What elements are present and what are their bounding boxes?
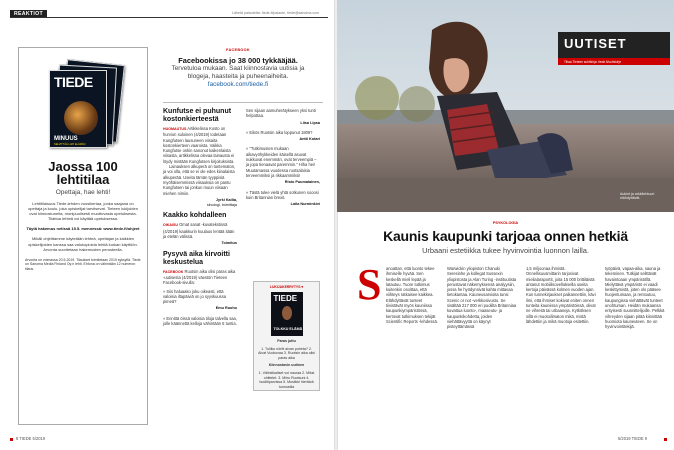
article-deck: Urbaani estetiikka tukee hyvinvointia luonnon lailla. [422, 246, 589, 255]
magazine-stack [43, 62, 123, 152]
facebook-title: Facebookissa jo 38 000 tykkääjää. [178, 56, 298, 65]
poll-news-items: 1. Välinkikaliset voi nauraa 2. Miksi ohittelet. 3. Miiru Ruotsuni 4. Isoäitiparvissa 5. Musiikki hiertävä tunnustila [258, 370, 315, 389]
letter-heading-kungfutse: Kunfutse ei puhunut kostonkierteestä [163, 108, 232, 123]
section-tag: REAKTIOT [10, 10, 47, 18]
mini-cover [271, 292, 303, 336]
cover-headline: MINUUS [54, 136, 78, 142]
facebook-link[interactable]: facebook.com/tiede.fi [207, 81, 269, 88]
divider [163, 102, 323, 103]
comment-3: Sen sijaan aamuherätykseen yksi tunti helpottaa. [246, 108, 316, 119]
comment-6: » Tästä tulee vielä yhtä sotkunen sooosi kuin Britannian brexit. [246, 189, 319, 200]
footer-mark [664, 438, 667, 441]
kicker: HUOMAUTUS [163, 127, 187, 131]
signature: Antti Kotari [299, 137, 320, 142]
cover-face [282, 306, 292, 320]
poll-news-title: Kiinnostavin uutinen [268, 363, 305, 368]
comment-4: » Eikös Ruotsin aika loppunut 1809? [246, 129, 313, 135]
cover-image [64, 101, 98, 135]
article-column-2: Warwickin yliopiston Chanuki Seresinhe ja kollegat Sussexin yliopistosta ja Alan Turing -instituutista perustavat näkemyksensä analyysiin, jossa he hyödynsivät kahta mittavaa tietokantaa. Kauneusarvioita tunsi Scenic or not -verkkosivusto. Se sisältää 217 000 eri puolilta Britanniaa kuvattua luonto-, maaseutu- ja kaupunkikohdetta, joiden viehättävyyttä on käynyt pisteyttämässä [447, 266, 517, 330]
letters-column-1 [163, 108, 237, 326]
comment-2: » Ennittä öissä valoisia tiloja talvella saa, jolle käännettä kelloja vähintään 6 tuntia. [163, 315, 237, 327]
article-column-1: anoattan, että luonto tekee ihmiselle hyvää. Sen keskellä mieli lepää ja latautuu. Tuore tutkimus kuitenkin osoittaa, että viihteys ratkaisee kaikkea. Elähdyttävät tunteet tiivistävät myös kauniissa kaupunkiympäristössä, kertovat tutkimuksen tekijät Scientific Reports -lehdessä. [386, 266, 438, 324]
facebook-line2: blogeja, haasteita ja puheenaiheita. [187, 73, 289, 80]
facebook-section: FACEBOOK [226, 48, 250, 52]
drop-cap: S [357, 260, 382, 309]
signature: Laila Nurminkivi [290, 202, 320, 207]
ad-intro: Lehtitilaisuus Tiede-lehden vuosikertaa, jonka saajana on opettaja ja koulu, joka opiskelijat tarvitsevat. Tieteen lukijoiden ovat kiinnostuneita, monipuolisesti muuttuvasta opetuksesta. Tilattua lehteä voi käyttää opetuksessa. [28, 201, 138, 222]
facebook-line1: Tervetuloa mukaan. Saat kiinnostavia uutisia ja [171, 65, 305, 72]
mini-cover-line: TOLKKU ELÄMÄ [273, 327, 303, 331]
article-kicker: PSYKOLOGIA [492, 221, 519, 225]
signature: Emu Ruoho [215, 306, 237, 311]
comment-1: » Siis haluaako joku oikeasti, että valoisia iltapäiviä on jo syyskuussa pimeä? [163, 288, 227, 305]
letter-body-4: FACEBOOK Ruotsin aika olisi paras aika -uutisesta (4/2019) väestön Tieteen Facebook-sivulla: [163, 268, 236, 286]
footer-mark [10, 438, 13, 441]
ad-title: Jaossa 100 lehtitilaa [48, 159, 118, 187]
signature: Liisa Lipsa [300, 120, 320, 125]
photo-caption: Aukiot ja arkkitehtuuri elähdyttävät. [620, 192, 655, 201]
letter-body-1: HUOMAUTUS Artikkelissa Kosto on hurvion suloinen (4/2019) todetaan Kungfutsen lausuneen viisaita kostonkierteen vaaroista. Vaikka Kungfutse onkin sanonut kaikenlaista viisasta, artikkelissa olevaa lainausta ei löydy mistään Kungfutsen kirjoituksista. [163, 126, 235, 164]
poll-title: LUKIJAKERRYTYS ▾ [269, 285, 304, 289]
section-rule [10, 17, 328, 18]
article-column-3: 1,5 miljoonaa ihmistä. Onnellisuusmittarin tarjosivat mielialaraportit, joita 15 000 brittiläistä antanut mobiilisovelluksella useita kertoja päivässä kolmen vuoden ajan. Kun tunnekirjaukset paikannettiin, kävi ilmi, että ihmiset kokivat eniten onnen tunteita kauniissa ympäristöissä, olivat ne vihreitä tai urbaaneja. Kytköksen sillä ei muotoilimaton mikä, mistä lähdettiin ja mikä muotoja esitettiin. [526, 266, 596, 324]
ad-terms: Mikäli ohjeittamme käytetään lehteä, opettajan ja kaikkien opiskelijoiden kanssa saa valokopioida lehtiä luokan käyttöön. Arvonta suoritetaan hakemusten perusteella. [28, 236, 138, 252]
cover-subline: SELVITTÄÄ LAPI ELÄMÄN [54, 143, 86, 146]
uutiset-title: UUTISET [558, 32, 670, 58]
mini-cover-title: TIEDE [273, 294, 298, 303]
ad-cta[interactable]: Täytä hakemus netissä 15.5. mennessä: www.tiede.fi/ohjeet [26, 226, 140, 232]
reader-poll-box [253, 281, 320, 391]
facebook-box [163, 48, 313, 88]
letter-heading-aika: Pysyvä aika kirvoitti keskustelua [163, 250, 230, 266]
letters-column-2 [246, 108, 320, 211]
signature: Toimitus [221, 241, 237, 246]
magazine-cover-front [49, 70, 107, 148]
letter-body-2: Lainauksen alkuperä on tuntematon, ja voi olla, että se ei ole edes kiinalaista alkuperää. Useita tämän tyyppisiä myöhäisemmissä viisauksia on pantu Kungfutsen tai jonkun muun viisaan miehen nimiin. [163, 164, 236, 196]
uutiset-subtitle[interactable]: Tiitaa Tieteen suhtikirja: tiede.fi/uutiskirje [558, 58, 670, 65]
right-footer: 5/2019 TIEDE 9 [618, 436, 648, 441]
signature: Risto Puumalainen, [284, 180, 320, 185]
letter-body-3: OIKAISU Omat sanat -kuvatekstissä (4/2019) kaakkurin kuulaus lentää itään ja etelän välissä. [163, 222, 235, 240]
comment-5: » "Tutkimusten mukaan aikavyöhykkeiden itäisellä asuvat nukkuvat enemmän, ovat terveempiä – ja jopa tienaavat paremmin." Hiha hei! Muutamassa vuodessa ruotsalaisia terveemmiksi ja rikkaammiksi! [246, 146, 317, 178]
letter-heading-kaakko: Kaakko kohdalleen [163, 212, 227, 220]
signature: Jyrki Kailia, sinologi, toimittaja [206, 197, 237, 208]
poll-best-title: Paras juttu [277, 339, 296, 343]
subscription-ad[interactable] [18, 47, 148, 425]
article-column-4: työpäivä, vapaa-aika, sauna ja tekeminen. Tutkijat selittävät havaintoaan ympäristöllä. Mielyttävä ympäristö ei vaadi keskittymistä, joten olo pääsee huojentumaan, ja rentoutuu, kaupungissa viehättävät tunteet unohtuman. Heidän mukaansa erityisesti suunnittelijoille. Pelkkä vihreyden sijaan pitää kiinnittää huomiota kauneuteen. Se on hyvinvointitekijä. [605, 266, 665, 330]
ad-legal: Arvonta on voimassa 20.5.2019. Tilaukset toimitetaan 2019 syksyllä. Tiede on Sanoma Media Finland Oy:n lehti. Ehtona on vähintään 12 numeron tilaus. [25, 257, 141, 271]
ad-subtitle: Opettaja, hae lehti! [55, 189, 111, 196]
article-headline: Kaunis kaupunki tarjoaa onnen hetkiä [383, 228, 628, 244]
left-footer: 8 TIEDE 5/2019 [16, 436, 46, 441]
magazine-title: TIEDE [54, 74, 93, 90]
poll-best-items: 1. Tulliko nörtti aivan puheta? 2. Alvat Vuokovaa 3. Ruotsin aika olisi paras aika [258, 346, 315, 360]
feedback-note: Lähetä palautetta: tiede.fi/palaute, tiede@sanoma.com [232, 11, 320, 15]
